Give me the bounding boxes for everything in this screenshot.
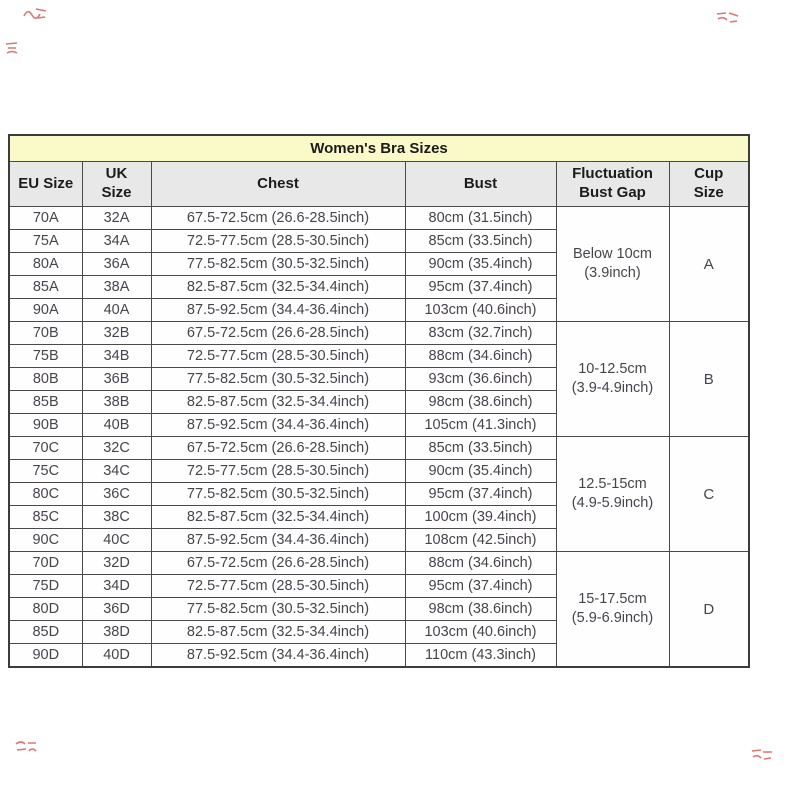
uk-size-cell: 40C — [82, 529, 151, 552]
header-fluctuation-label: Bust Gap — [579, 184, 646, 201]
uk-size-cell: 36C — [82, 483, 151, 506]
eu-size-cell: 90C — [9, 529, 82, 552]
eu-size-cell: 90B — [9, 414, 82, 437]
header-fluctuation — [556, 162, 669, 207]
bust-cell: 108cm (42.5inch) — [405, 529, 556, 552]
cup-size-cell: B — [669, 322, 749, 437]
chest-cell: 82.5-87.5cm (32.5-34.4inch) — [151, 506, 405, 529]
bust-cell: 90cm (35.4inch) — [405, 253, 556, 276]
uk-size-cell: 36A — [82, 253, 151, 276]
chest-cell: 72.5-77.5cm (28.5-30.5inch) — [151, 575, 405, 598]
chest-cell: 82.5-87.5cm (32.5-34.4inch) — [151, 621, 405, 644]
table-row — [9, 437, 749, 460]
header-bust — [405, 162, 556, 207]
bust-cell: 88cm (34.6inch) — [405, 552, 556, 575]
eu-size-cell: 75C — [9, 460, 82, 483]
header-eu-size — [9, 162, 82, 207]
bust-cell: 95cm (37.4inch) — [405, 276, 556, 299]
header-chest-label: Chest — [257, 174, 299, 192]
eu-size-cell: 75B — [9, 345, 82, 368]
chest-cell: 87.5-92.5cm (34.4-36.4inch) — [151, 644, 405, 668]
fluctuation-cell — [556, 322, 669, 437]
bust-cell: 80cm (31.5inch) — [405, 207, 556, 230]
bust-cell: 103cm (40.6inch) — [405, 621, 556, 644]
watermark-mark — [14, 738, 38, 756]
chest-cell: 67.5-72.5cm (26.6-28.5inch) — [151, 437, 405, 460]
bust-cell: 98cm (38.6inch) — [405, 598, 556, 621]
chest-cell: 82.5-87.5cm (32.5-34.4inch) — [151, 391, 405, 414]
fluctuation-cell — [556, 552, 669, 668]
table-row — [9, 207, 749, 230]
uk-size-cell: 38B — [82, 391, 151, 414]
fluctuation-text: (3.9-4.9inch) — [571, 380, 654, 396]
bra-size-table — [8, 134, 750, 668]
uk-size-cell: 32C — [82, 437, 151, 460]
uk-size-cell: 32D — [82, 552, 151, 575]
header-uk-size — [82, 162, 151, 207]
fluctuation-text: (3.9inch) — [584, 265, 641, 281]
uk-size-cell: 34B — [82, 345, 151, 368]
bust-cell: 103cm (40.6inch) — [405, 299, 556, 322]
chest-cell: 67.5-72.5cm (26.6-28.5inch) — [151, 322, 405, 345]
eu-size-cell: 85B — [9, 391, 82, 414]
header-cup-size — [669, 162, 749, 207]
uk-size-cell: 36D — [82, 598, 151, 621]
header-uk-size-label: Size — [101, 184, 132, 201]
chest-cell: 72.5-77.5cm (28.5-30.5inch) — [151, 345, 405, 368]
bust-cell: 85cm (33.5inch) — [405, 437, 556, 460]
table-row — [9, 322, 749, 345]
bust-cell: 88cm (34.6inch) — [405, 345, 556, 368]
uk-size-cell: 40D — [82, 644, 151, 668]
eu-size-cell: 85D — [9, 621, 82, 644]
bust-cell: 98cm (38.6inch) — [405, 391, 556, 414]
cup-size-cell: D — [669, 552, 749, 668]
chest-cell: 67.5-72.5cm (26.6-28.5inch) — [151, 552, 405, 575]
fluctuation-text: 12.5-15cm — [578, 476, 647, 493]
uk-size-cell: 34A — [82, 230, 151, 253]
watermark-mark — [4, 40, 20, 56]
eu-size-cell: 75D — [9, 575, 82, 598]
table-title: Women's Bra Sizes — [9, 135, 749, 162]
table-row — [9, 552, 749, 575]
fluctuation-cell — [556, 207, 669, 322]
chest-cell: 82.5-87.5cm (32.5-34.4inch) — [151, 276, 405, 299]
bust-cell: 95cm (37.4inch) — [405, 483, 556, 506]
bust-cell: 85cm (33.5inch) — [405, 230, 556, 253]
eu-size-cell: 70C — [9, 437, 82, 460]
chest-cell: 87.5-92.5cm (34.4-36.4inch) — [151, 529, 405, 552]
bust-cell: 95cm (37.4inch) — [405, 575, 556, 598]
fluctuation-text: Below 10cm — [573, 246, 652, 263]
chest-cell: 72.5-77.5cm (28.5-30.5inch) — [151, 230, 405, 253]
watermark-mark — [750, 746, 774, 764]
chest-cell: 77.5-82.5cm (30.5-32.5inch) — [151, 598, 405, 621]
fluctuation-cell — [556, 437, 669, 552]
chest-cell: 77.5-82.5cm (30.5-32.5inch) — [151, 483, 405, 506]
eu-size-cell: 85A — [9, 276, 82, 299]
bust-cell: 105cm (41.3inch) — [405, 414, 556, 437]
uk-size-cell: 40A — [82, 299, 151, 322]
header-eu-size-label: EU Size — [18, 174, 74, 192]
chest-cell: 87.5-92.5cm (34.4-36.4inch) — [151, 299, 405, 322]
chest-cell: 77.5-82.5cm (30.5-32.5inch) — [151, 253, 405, 276]
chest-cell: 87.5-92.5cm (34.4-36.4inch) — [151, 414, 405, 437]
chest-cell: 77.5-82.5cm (30.5-32.5inch) — [151, 368, 405, 391]
watermark-mark — [714, 9, 740, 27]
eu-size-cell: 90A — [9, 299, 82, 322]
eu-size-cell: 70D — [9, 552, 82, 575]
uk-size-cell: 34D — [82, 575, 151, 598]
bust-cell: 100cm (39.4inch) — [405, 506, 556, 529]
header-bust-label: Bust — [463, 174, 498, 192]
eu-size-cell: 75A — [9, 230, 82, 253]
chest-cell: 67.5-72.5cm (26.6-28.5inch) — [151, 207, 405, 230]
table-body — [9, 207, 749, 668]
chest-cell: 72.5-77.5cm (28.5-30.5inch) — [151, 460, 405, 483]
title-row — [9, 135, 749, 162]
uk-size-cell: 38A — [82, 276, 151, 299]
uk-size-cell: 36B — [82, 368, 151, 391]
header-cup-size-label: Cup — [694, 165, 724, 183]
header-uk-size-label: UK — [105, 165, 128, 183]
fluctuation-text: 10-12.5cm — [578, 361, 647, 378]
eu-size-cell: 80A — [9, 253, 82, 276]
uk-size-cell: 38C — [82, 506, 151, 529]
fluctuation-text: 15-17.5cm — [578, 591, 647, 608]
header-row — [9, 162, 749, 207]
watermark-mark — [22, 6, 48, 22]
eu-size-cell: 80C — [9, 483, 82, 506]
bust-cell: 110cm (43.3inch) — [405, 644, 556, 668]
eu-size-cell: 85C — [9, 506, 82, 529]
header-cup-size-label: Size — [693, 184, 724, 201]
fluctuation-text: (4.9-5.9inch) — [571, 495, 654, 511]
header-fluctuation-label: Fluctuation — [572, 165, 653, 183]
eu-size-cell: 70A — [9, 207, 82, 230]
cup-size-cell: A — [669, 207, 749, 322]
bust-cell: 83cm (32.7inch) — [405, 322, 556, 345]
uk-size-cell: 40B — [82, 414, 151, 437]
header-chest — [151, 162, 405, 207]
eu-size-cell: 80B — [9, 368, 82, 391]
eu-size-cell: 80D — [9, 598, 82, 621]
uk-size-cell: 34C — [82, 460, 151, 483]
uk-size-cell: 32A — [82, 207, 151, 230]
bust-cell: 93cm (36.6inch) — [405, 368, 556, 391]
uk-size-cell: 38D — [82, 621, 151, 644]
fluctuation-text: (5.9-6.9inch) — [571, 610, 654, 626]
bust-cell: 90cm (35.4inch) — [405, 460, 556, 483]
eu-size-cell: 70B — [9, 322, 82, 345]
cup-size-cell: C — [669, 437, 749, 552]
uk-size-cell: 32B — [82, 322, 151, 345]
eu-size-cell: 90D — [9, 644, 82, 668]
